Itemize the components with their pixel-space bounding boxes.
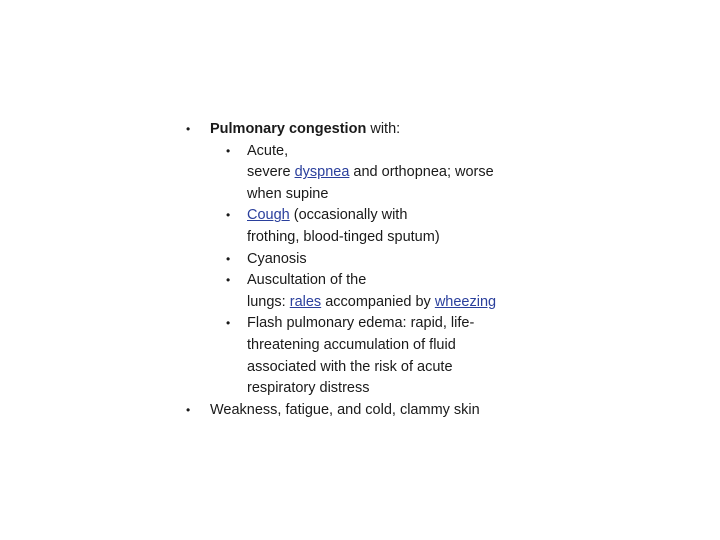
sub-item-auscultation (210, 270, 536, 313)
list-item-text: Weakness, fatigue, and cold, clammy skin (210, 401, 480, 418)
wheezing-link[interactable]: wheezing (434, 293, 497, 310)
sub-list (210, 141, 536, 400)
sub-item-text: when supine (247, 185, 329, 202)
sub-item-cyanosis (210, 249, 536, 271)
sub-item-text: severe (247, 164, 295, 181)
sub-item-text: lungs: (247, 293, 290, 310)
sub-item-text: respiratory distress (247, 380, 370, 397)
bullet-list (186, 119, 536, 421)
heading-suffix: with: (366, 121, 401, 137)
sub-item-text: Acute, (247, 142, 289, 159)
bullet-icon: • (226, 316, 231, 331)
heading-pulmonary-congestion: Pulmonary congestion (210, 121, 367, 137)
bullet-icon: • (186, 122, 191, 136)
sub-item-flash-edema (210, 313, 536, 399)
bullet-icon: • (226, 251, 231, 266)
list-item-pulmonary-congestion (186, 119, 536, 400)
sub-item-acute (210, 141, 536, 206)
bullet-icon: • (226, 208, 231, 223)
sub-item-text: (occasionally with (289, 207, 408, 224)
sub-item-text: frothing, blood-tinged sputum) (247, 228, 440, 245)
sub-item-text: Cyanosis (247, 250, 307, 267)
sub-item-text: Flash pulmonary edema: rapid, life- (247, 315, 475, 332)
sub-item-cough (210, 205, 536, 248)
bullet-icon: • (226, 273, 231, 288)
sub-item-text: threatening accumulation of fluid (247, 336, 456, 353)
cough-link[interactable]: Cough (247, 207, 290, 224)
sub-item-text: Auscultation of the (247, 272, 367, 289)
sub-item-text: and orthopnea; worse (349, 164, 494, 181)
sub-item-text: accompanied by (321, 293, 435, 310)
list-item-weakness (186, 400, 536, 422)
sub-item-text: associated with the risk of acute (247, 358, 453, 375)
bullet-icon: • (226, 143, 231, 158)
bullet-icon: • (186, 402, 191, 417)
dyspnea-link[interactable]: dyspnea (294, 164, 350, 181)
rales-link[interactable]: rales (289, 293, 322, 310)
